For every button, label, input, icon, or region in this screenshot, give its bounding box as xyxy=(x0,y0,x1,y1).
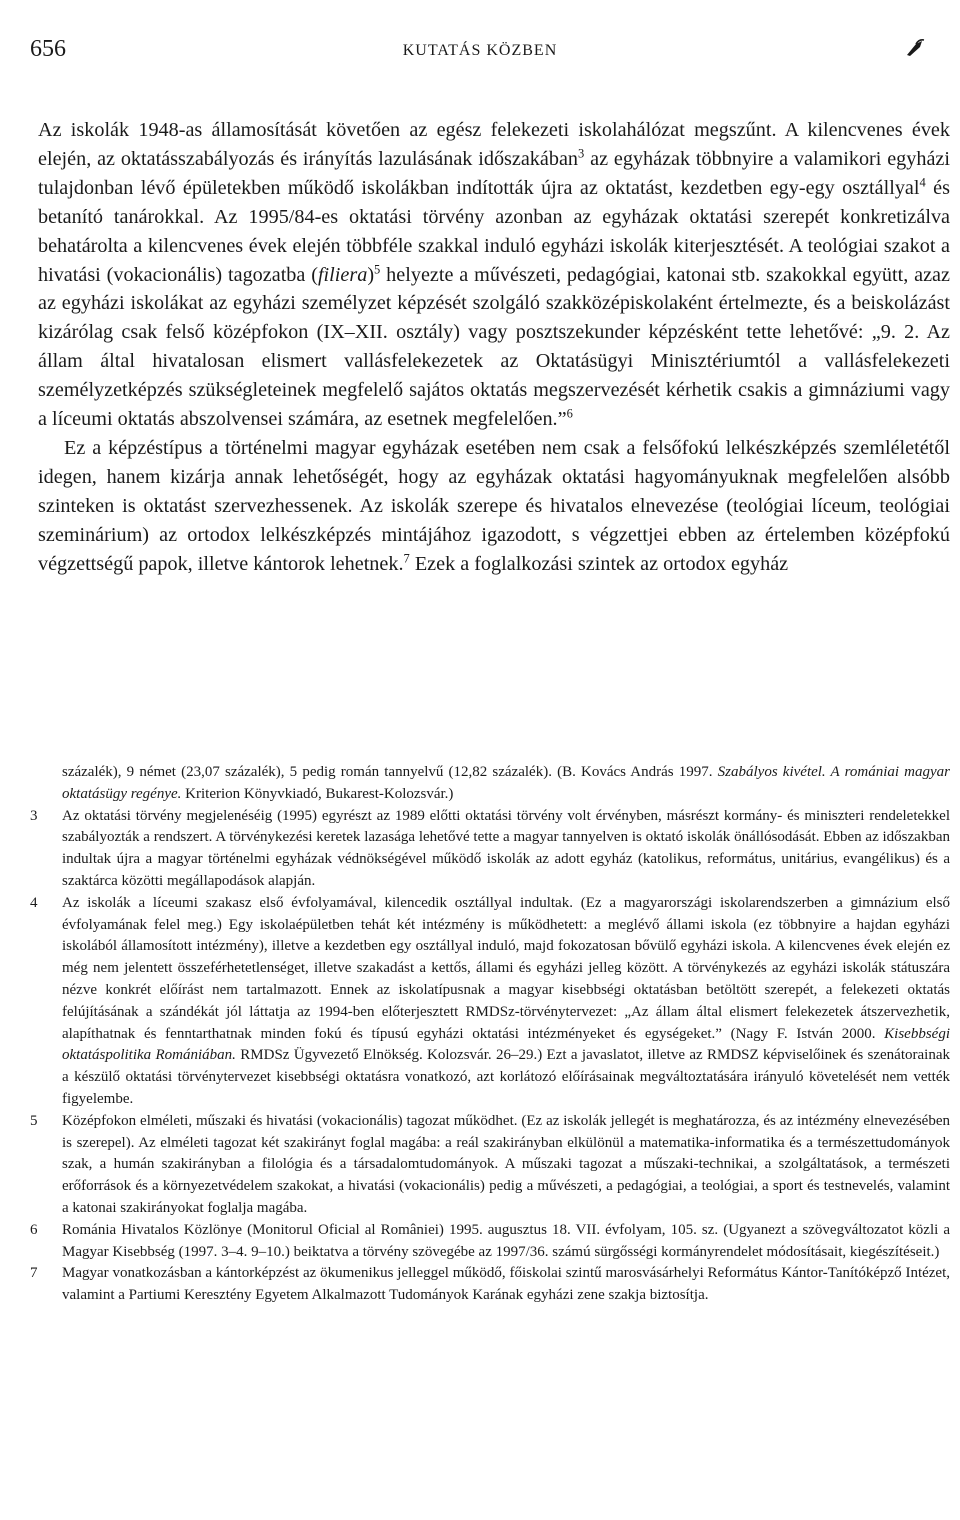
pen-nib-icon xyxy=(904,38,926,58)
footnote-ref: 5 xyxy=(374,262,381,277)
footnote-number: 7 xyxy=(30,1265,38,1282)
footnote-ref: 4 xyxy=(919,175,926,190)
footnote-number: 3 xyxy=(30,807,38,824)
paragraph: Ez a képzéstípus a történelmi magyar egyházak esetében nem csak a felsőfokú lelkészképzés szemléletétől idegen, hanem kizárja annak lehetőségét, hogy az egyházak oktatási hagyományuknak megfelelően alsóbb szinteken is oktatást szervezhessenek. Az iskolák szerepe és hivatalos elnevezése (teológiai líceum, teológiai szeminárium) az ortodox lelkészképzés mintájához igazodott, s végzettjei ebben az értelemben középfokú végzettségű papok, illetve kántorok lehetnek.$^7$ Ezek a foglalkozási szintek az ortodox egyház xyxy=(38,436,950,575)
footnote-number: 4 xyxy=(30,894,38,911)
running-head: KUTATÁS KÖZBEN xyxy=(402,42,558,59)
footnote-ref: 7 xyxy=(403,551,410,566)
footnote-ref: 3 xyxy=(578,146,585,161)
footnote-7: 7 Magyar vonatkozásban a kántorképzést az ökumenikus jelleggel működő, főiskolai szintű marosvásárhelyi Református Kántor-Tanítóképző Intézet, valamint a Partiumi Keresztény Egyetem Alkalmazott Tudományok Karának egyházi zene szakja biztosítja. xyxy=(30,1265,950,1304)
footnote-4: 4 Az iskolák a líceumi szakasz első évfolyamával, kilencedik osztállyal indultak. (Ez a magyarországi iskolarendszerben a gimnázium első évfolyamának felel meg.) Egy iskolaépületben tehát két intézmény is működhetett: a meglévő állami iskola (ez többnyire a hajdan egyházi iskolából államosított intézmény), illetve a kezdetben egy osztállyal induló, majd fokozatosan bővülő egyházi iskola. A kilencvenes évek elején ez még nem jelentett összeférhetetlenséget, illetve szakadást a kettős, állami és egyházi jelleg között. A törvénykezés az egyházi iskolák státuszára nézve konkrét előírást nem tartalmazott. Ennek az iskolatípusnak a magyar kisebbségi oktatásban betöltött szerepét, a felekezeti oktatás felújításának a szándékát jól láttatja az 1994-ben előterjesztett RMDSz-törvénytervezet: „Az állam által elismert felekezetek átszervezhetik, alapíthatnak és fenntarthatnak minden fokú és típusú egyházi oktatási intézményeket és egységeket.” (Nagy F. István 2000. Kisebbségi oktatáspolitika Romániában. RMDSz Ügyvezető Elnökség. Kolozsvár. 26–29.) Ezt a javaslatot, illetve az RMDSZ képviselőinek és szenátorainak a készülő oktatási törvénytervezet kisebbségi oktatásra vonatkozó, azt korlátozó előírásainak megváltoztatására irányuló követelését nem vették figyelembe. xyxy=(30,894,950,1107)
page-number: 656 xyxy=(30,36,66,62)
footnote-number: 6 xyxy=(30,1221,38,1238)
footnote-number: 5 xyxy=(30,1112,38,1129)
footnote-5: 5 Középfokon elméleti, műszaki és hivatási (vokacionális) tagozat működhet. (Ez az iskolák jellegét is meghatározza, és az intézmény elnevezésében is szerepel). Az elméleti tagozat két szakirányt foglal magába: a reál szakirányban elkülönül a matematika-informatika és a természettudományok szak, a humán szakirányban a filológia és a társadalomtudományok. A műszaki tagozat a műszaki-technikai, a szolgáltatások, a természeti erőforrások és a környezetvédelem szakokat, a hivatási (vokacionális) pedig a művészeti, a pedagógiai, a teológiai, a sport és testnevelés, valamint a katonai szakirányokat foglalja magába. xyxy=(30,1112,950,1216)
main-text xyxy=(38,116,950,579)
footnote-3: 3 Az oktatási törvény megjelenéséig (1995) egyrészt az 1989 előtti oktatási törvény volt érvényben, másrészt kormány- és miniszteri rendeletekkel szabályozták a rendszert. A törvénykezési keretek lazasága lehetővé tette a magyar tannyelven is oktató iskolák önállósodását. Ebben az időszakban indultak újra a magyar történelmi egyházak védnökségével működő iskolák az adott egyház (katolikus, református, unitárius, evangélikus) és a szaktárca közötti megállapodások alapján. xyxy=(30,807,950,889)
paragraph: Az iskolák 1948-as államosítását követően az egész felekezeti iskolahálózat megszűnt. A kilencvenes évek elején, az oktatásszabályozás és irányítás lazulásának időszakában$^3$ az egyházak többnyire a valamikori egyházi tulajdonban lévő épületekben működő iskolákban indították újra az oktatást, kezdetben egy-egy osztállyal$^4$ és betanító tanárokkal. Az 1995/84-es oktatási törvény azonban az egyházak oktatási szerepét konkretizálva behatárolta a kilencvenes évek elején többféle szakkal induló egyházi iskolák kiterjesztését. A teológiai szakot a hivatási (vokacionális) tagozatba (filiera)$^5$ helyezte a művészeti, pedagógiai, katonai stb. szakokkal együtt, azaz az egyházi iskolákat az egyházi személyzet képzését szolgáló szakközépiskolaként értelmezte, és a beiskolázást kizárólag csak felső középfokon (IX–XII. osztály) vagy posztszekunder képzésként tette lehetővé: „9. 2. Az állam által hivatalosan elismert vallásfelekezetek az Oktatásügyi Minisztériumtól a vallásfelekezeti személyzetképzés szükségleteinek megfelelő sajátos oktatás megszervezését kérhetik csakis a gimnáziumi vagy a líceumi oktatás abszolvensei számára, az esetnek megfelelően.”$^6$ xyxy=(38,119,950,431)
footnote-ref: 6 xyxy=(566,406,573,421)
footnote-continuation: százalék), 9 német (23,07 százalék), 5 pedig román tannyelvű (12,82 százalék). (B. Kovács András 1997. Szabályos kivétel. A romániai magyar oktatásügy regénye. Kriterion Könyvkiadó, Bukarest-Kolozsvár.) xyxy=(62,764,950,802)
footnotes xyxy=(30,762,950,1307)
page-header xyxy=(30,36,930,66)
footnote-6: 6 Románia Hivatalos Közlönye (Monitorul Oficial al României) 1995. augusztus 18. VII. évfolyam, 105. sz. (Ugyanezt a szövegváltozatot közli a Magyar Kisebbség (1997. 3–4. 9–10.) beiktatva a törvény szövegébe az 1997/36. számú sürgősségi kormányrendelet módosításait, kiegészítéseit.) xyxy=(30,1221,950,1260)
